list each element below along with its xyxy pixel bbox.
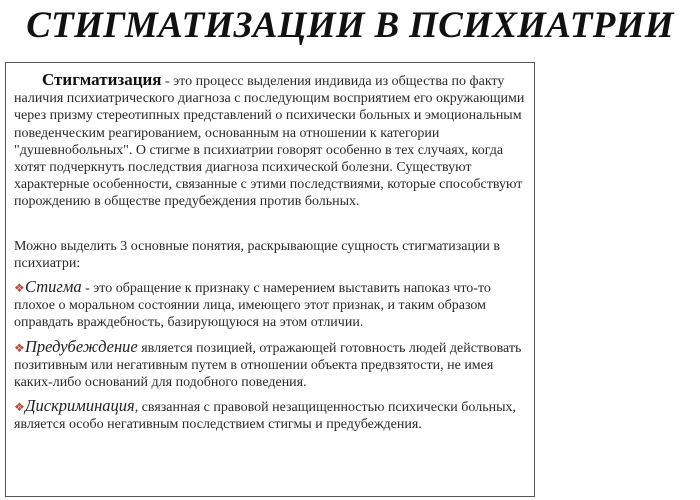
concept-text: - это обращение к признаку с намерением выставить напоказ что-то плохое о моральном состоянии лица, имеющего этот признак, и таким образом оправдать враждебность, базирующуюся на этом отличии.: [14, 281, 491, 331]
concept-stigma: [14, 278, 527, 332]
page-title: СТИГМАТИЗАЦИИ В ПСИХИАТРИИ: [26, 5, 674, 46]
lead-paragraph: Можно выделить 3 основные понятия, раскрывающие сущность стигматизации в психиатри:: [14, 238, 501, 271]
concept-text: является позицией, отражающей готовность людей действовать позитивным или негативным путем в отношении объекта предвзятости, не имея каких-либо оснований для подобного поведения.: [14, 340, 522, 391]
concept-discrimination: [14, 397, 527, 433]
concept-prejudice: [14, 338, 527, 392]
concept-term: Предубеждение: [25, 336, 138, 356]
text-card: [5, 62, 535, 497]
intro-paragraph: [14, 71, 527, 211]
concept-text: , связанная с правовой незащищенностью психически больных, является особо негативным последствием стигмы и предубеждения.: [14, 400, 516, 433]
diamond-bullet-icon: ❖: [14, 400, 25, 415]
intro-text: - это процесс выделения индивида из общества по факту наличия психиатрического диагноза с последующим восприятием его окружающими через призму стереотипных представлений о психически больных и эмоциональным поведенческим реагированием, основанным на отношении к категории "душевнобольных". О стигме в психиатрии говорят особенно в тех случаях, когда хотят подчеркнуть последствия диагноза психической болезни. Существуют характерные особенности, связанные с этими последствиями, которые способствуют порождению в обществе предубеждения против больных.: [14, 74, 525, 210]
diamond-bullet-icon: ❖: [14, 340, 25, 355]
intro-term: Стигматизация: [42, 70, 162, 89]
concept-term: Дискриминация: [25, 396, 135, 416]
spacer: [14, 211, 527, 238]
diamond-bullet-icon: ❖: [14, 281, 25, 296]
concept-term: Стигма: [25, 277, 82, 297]
